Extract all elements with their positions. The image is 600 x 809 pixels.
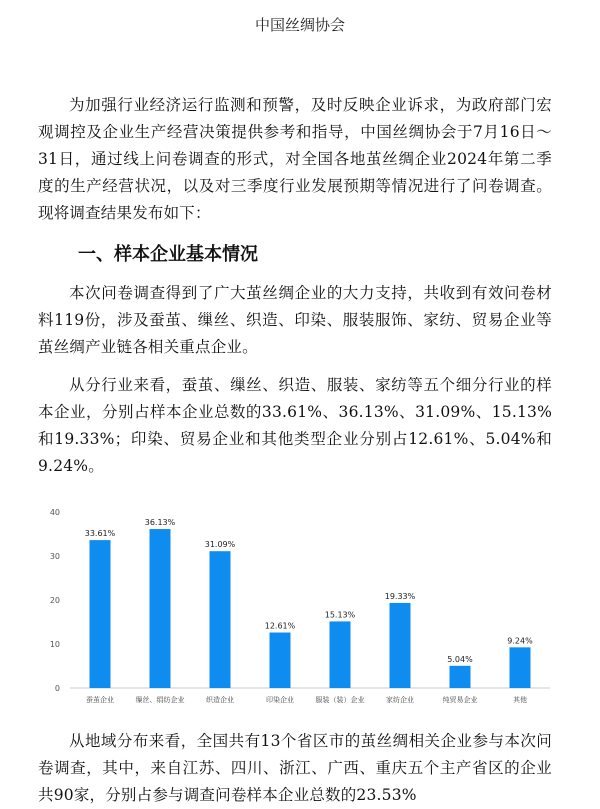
org-header: 中国丝绸协会	[254, 16, 345, 34]
category-label: 印染企业	[266, 696, 294, 704]
category-label: 纯贸易企业	[442, 696, 478, 704]
bar	[510, 647, 531, 688]
y-tick-label: 40	[49, 508, 60, 517]
bar	[450, 666, 471, 688]
bar-value-label: 36.13%	[144, 518, 176, 528]
category-label: 其他	[513, 696, 527, 704]
category-label: 缫丝、绢纺企业	[135, 696, 185, 704]
bar-value-label: 9.24%	[507, 636, 533, 646]
category-label: 家纺企业	[386, 696, 414, 704]
bar	[210, 551, 231, 688]
region-paragraph: 从地域分布来看，全国共有13个省区市的茧丝绸相关企业参与本次问卷调查，其中，来自江苏、四川、浙江、广西、重庆五个主产省区的企业共90家，分别占参与调查问卷样本企业总数的23.53%	[38, 732, 552, 804]
bar	[330, 621, 351, 688]
bar-value-label: 5.04%	[447, 654, 473, 664]
industry-paragraph: 从分行业来看，蚕茧、缫丝、织造、服装、家纺等五个细分行业的样本企业，分别占样本企业总数的33.61%、36.13%、31.09%、15.13%和19.33%；印染、贸易企业和其他类型企业分别占12.61%、5.04%和9.24%。	[38, 376, 552, 475]
y-tick-label: 20	[49, 596, 60, 605]
category-label: 蚕茧企业	[86, 696, 114, 704]
category-label: 服装（装）企业	[315, 696, 365, 704]
bar-value-label: 12.61%	[264, 621, 296, 631]
bar	[150, 529, 171, 688]
bar	[270, 633, 291, 688]
section-heading: 一、样本企业基本情况	[78, 244, 258, 265]
y-tick-label: 30	[49, 552, 60, 561]
bars	[85, 518, 533, 688]
bar-value-label: 19.33%	[384, 591, 416, 601]
y-tick-label: 10	[49, 640, 60, 649]
y-tick-label: 0	[54, 684, 60, 693]
bar	[90, 540, 111, 688]
industry-share-bar-chart	[40, 500, 560, 715]
intro-paragraph: 为加强行业经济运行监测和预警，及时反映企业诉求，为政府部门宏观调控及企业生产经营决策提供参考和指导，中国丝绸协会于7月16日～31日，通过线上问卷调查的形式，对全国各地茧丝绸企业2024年第二季度的生产经营状况，以及对三季度行业发展预期等情况进行了问卷调查。现将调查结果发布如下：	[38, 96, 552, 222]
bar	[390, 603, 411, 688]
y-axis	[50, 508, 550, 693]
category-label: 织造企业	[206, 696, 234, 704]
bar-value-label: 33.61%	[84, 529, 116, 539]
sample-paragraph: 本次问卷调查得到了广大茧丝绸企业的大力支持，共收到有效问卷材料119份，涉及蚕茧、缫丝、织造、印染、服装服饰、家纺、贸易企业等茧丝绸产业链各相关重点企业。	[38, 284, 552, 356]
bar-value-label: 31.09%	[204, 540, 236, 550]
bar-value-label: 15.13%	[324, 610, 356, 620]
x-axis-labels	[86, 695, 527, 704]
